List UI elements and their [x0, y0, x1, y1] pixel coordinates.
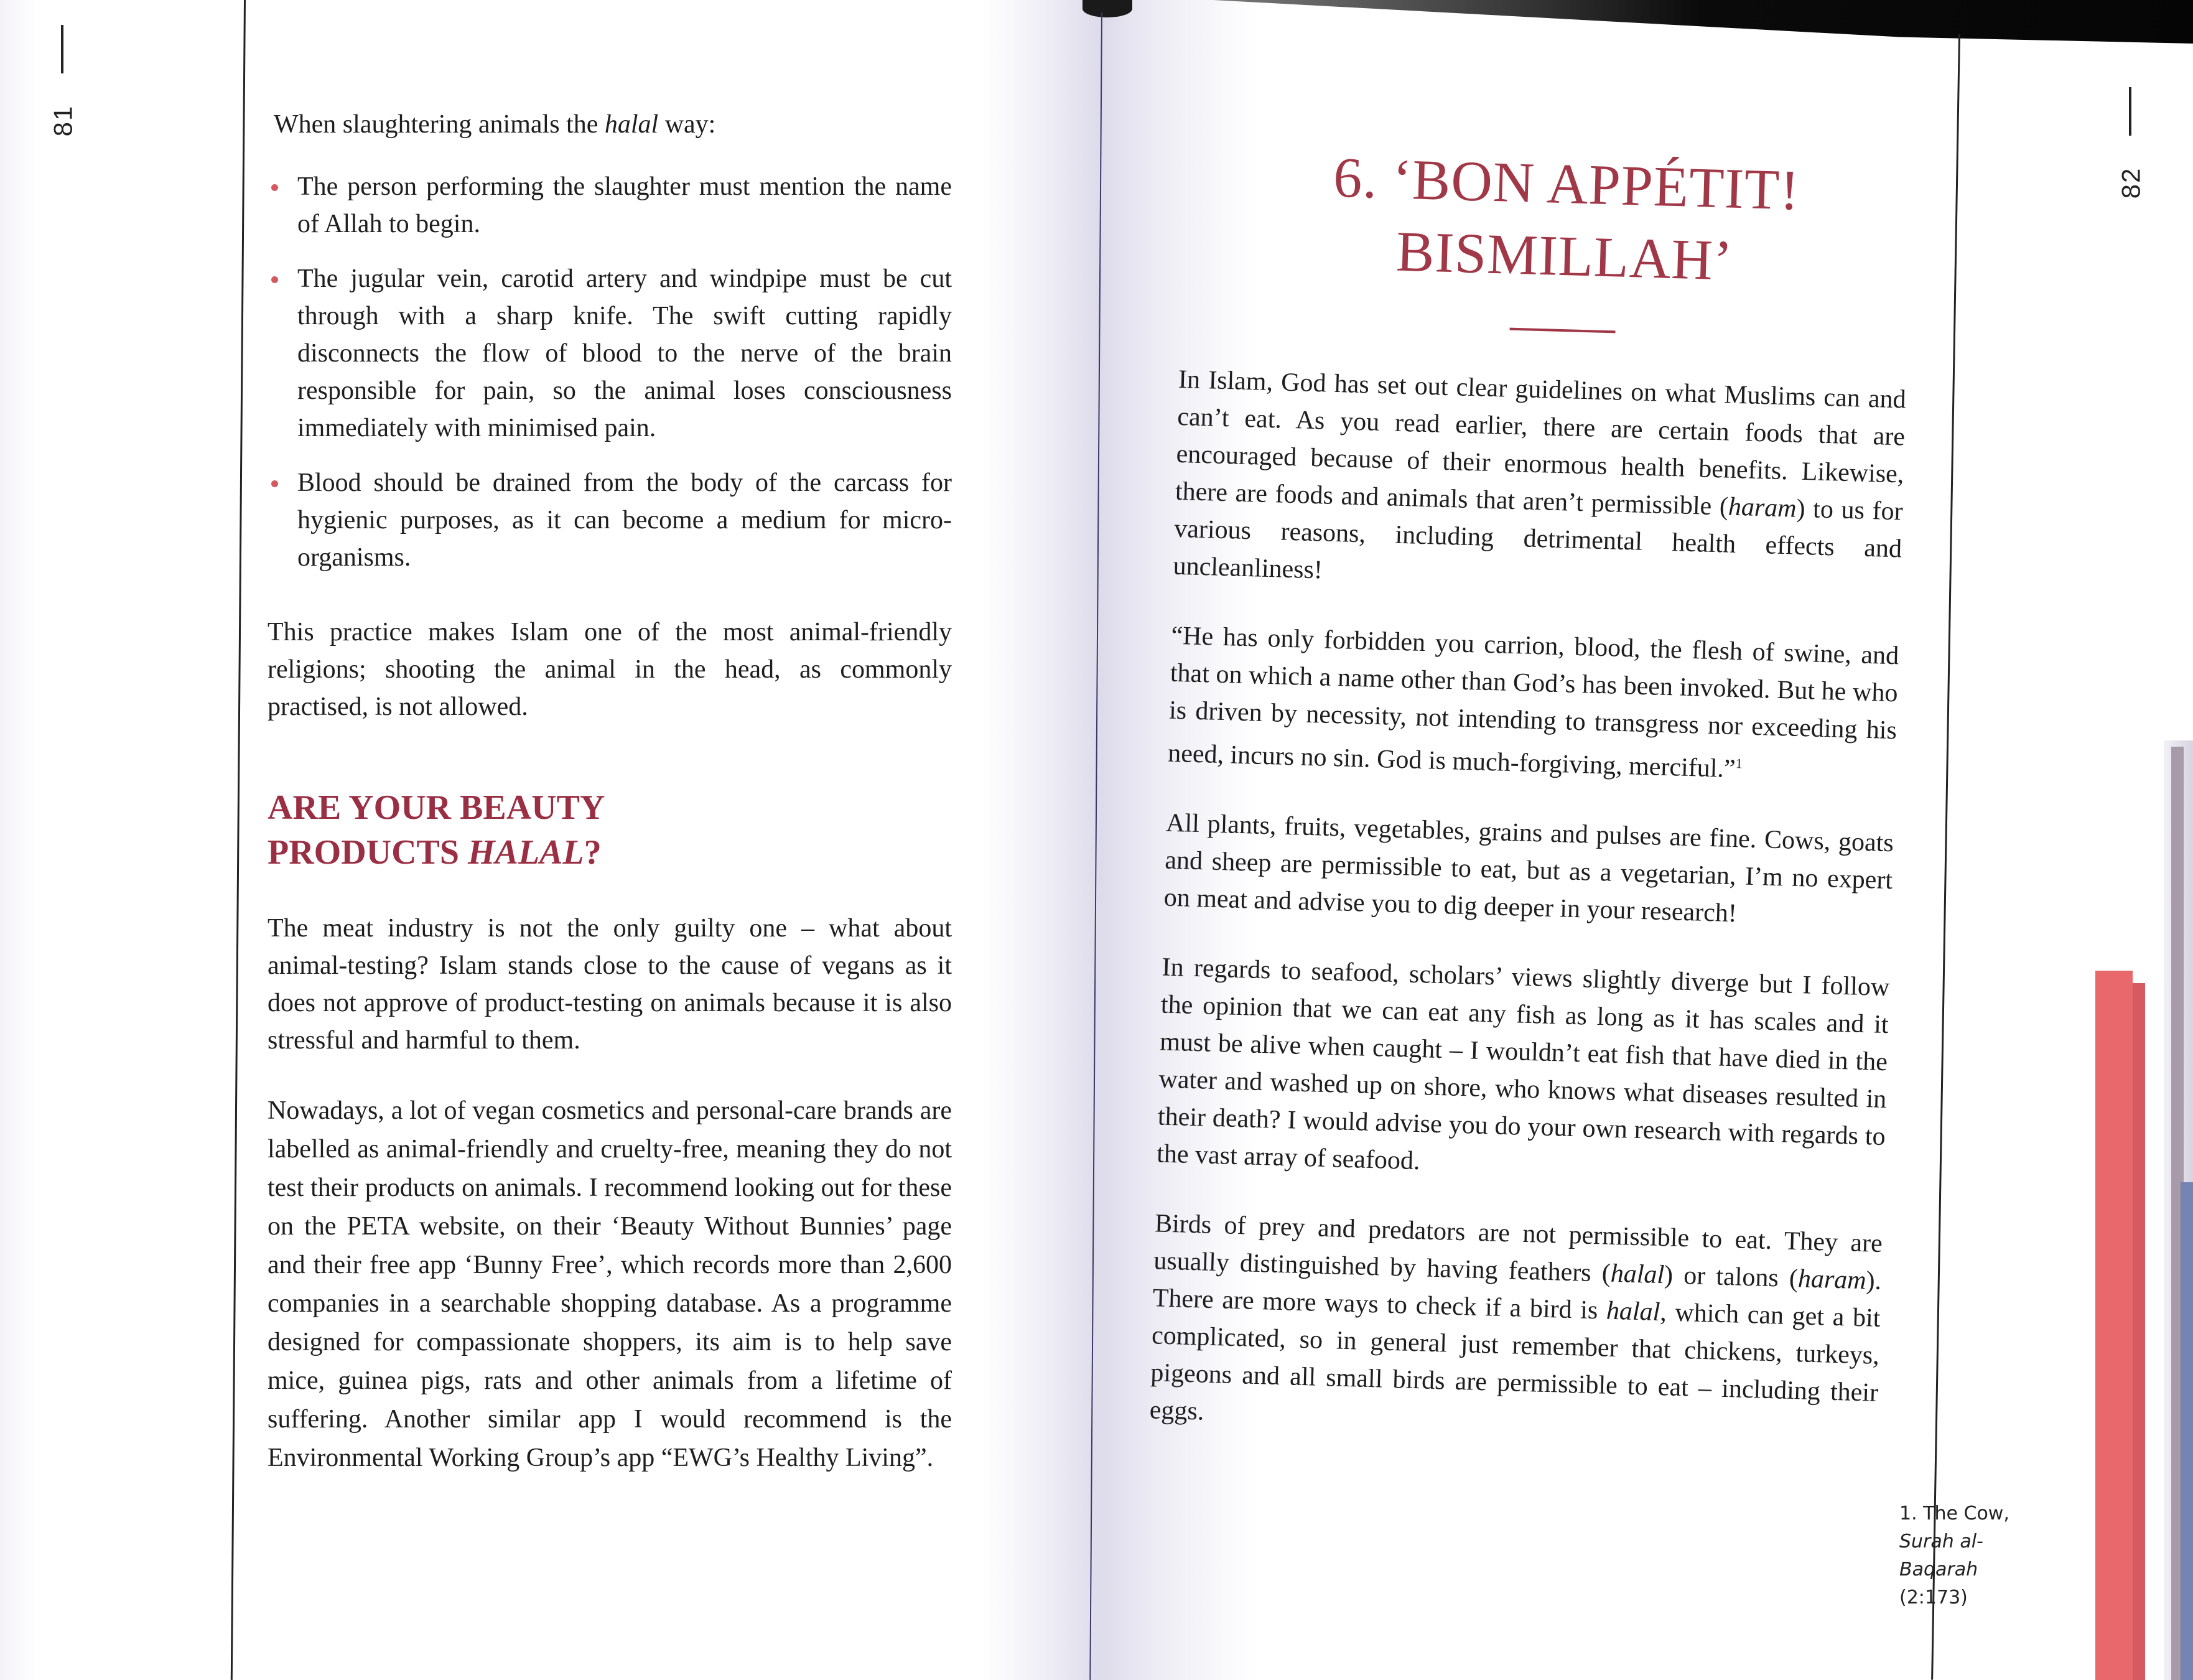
intro-paragraph: In Islam, God has set out clear guidelines on what Muslims can and can’t eat. As you read earlier, there are certain foods that are encouraged because of their enormous health benefits. Likewise, there are foods and animals that aren’t permissible (haram) to us for various reasons, including detrimental health effects and uncleanliness!: [1173, 365, 1907, 585]
left-page-content: [268, 106, 952, 1477]
chapter-title: 6. ‘BON APPÉTIT! BISMILLAH’: [1333, 145, 1801, 292]
meat-industry-paragraph: The meat industry is not the only guilty one – what about animal-testing? Islam stands close to the cause of vegans as it does not approve of product-testing on animals because it is also stressful and harmful to them.: [268, 914, 952, 1055]
seafood-paragraph: In regards to seafood, scholars’ views slightly diverge but I follow the opinion that we can eat any fish as long as it has scales and it must be alive when caught – I wouldn’t eat fish that have died in the water and washed up on shore, who knows what diseases resulted in their death? I would advise you do your own research with regards to the vast array of seafood.: [1156, 953, 1890, 1176]
folio-rule-left: [61, 25, 63, 73]
birds-paragraph: Birds of prey and predators are not permissible to eat. They are usually distinguished by having feathers (halal) or talons (haram). There are more ways to check if a bird is halal, which can get a bit complicated, so in general just remember that chickens, turkeys, pigeons and all small birds are permissible to eat – including their eggs.: [1149, 1209, 1883, 1426]
page-edge-red-tab-shadow: [2133, 983, 2145, 1680]
practice-paragraph: This practice makes Islam one of the most animal-friendly religions; shooting the animal in the head, as commonly practised, is not allowed.: [268, 618, 952, 721]
page-number-right: 82: [2116, 167, 2146, 199]
bullet-dot-icon: [271, 184, 278, 191]
folio-rule-right: [2129, 87, 2131, 136]
footnote: 1. The Cow, Surah al-Baqarah (2:173): [1899, 1503, 2009, 1608]
title-divider: [1510, 328, 1616, 334]
right-page-content: [1148, 137, 1913, 1482]
nowadays-paragraph: Nowadays, a lot of vegan cosmetics and personal-care brands are labelled as animal-friendly and cruelty-free, meaning they do not test their products on animals. I recommend looking out for these on the PETA website, on their ‘Beauty Without Bunnies’ page and their free app ‘Bunny Free’, which records more than 2,600 companies in a searchable shopping database. As a programme designed for compassionate shoppers, its aim is to help save mice, guinea pigs, rats and other animals from a lifetime of suffering. Another similar app I would recommend is the Environmental Working Group’s app “EWG’s Healthy Living”.: [268, 1096, 952, 1472]
page-edge-red-tab: [2095, 971, 2133, 1680]
list-item: Blood should be drained from the body of the carcass for hygienic purposes, as it can become a medium for micro-organisms.: [268, 464, 952, 576]
quran-quote: “He has only forbidden you carrion, blood, the flesh of swine, and that on which a name other than God’s has been invoked. But he who is driven by necessity, not intending to transgress nor exceeding his need, incurs no sin. God is much-forgiving, merciful.”$^1$: [1167, 621, 1899, 784]
slaughter-rules-list: [268, 168, 952, 576]
plants-paragraph: All plants, fruits, vegetables, grains and pulses are fine. Cows, goats and sheep are permissible to eat, but as a vegetarian, I’m no expert on meat and advise you to dig deeper in your research!: [1163, 808, 1894, 928]
bullet-dot-icon: [271, 480, 278, 487]
list-item: The jugular vein, carotid artery and windpipe must be cut through with a sharp knife. The swift cutting rapidly disconnects the flow of blood to the nerve of the brain responsible for pain, so the animal loses consciousness immediately with minimised pain.: [268, 260, 952, 447]
footnote-ref: 1: [1735, 755, 1743, 772]
slaughter-intro: When slaughtering animals the halal way:: [274, 110, 716, 139]
bullet-dot-icon: [271, 276, 278, 283]
page-number-left: 81: [48, 105, 78, 137]
section-heading: ARE YOUR BEAUTY PRODUCTS HALAL?: [268, 788, 605, 872]
spine-notch: [1083, 0, 1132, 17]
page-edge-blue-band: [2181, 1182, 2193, 1680]
list-item: The person performing the slaughter must mention the name of Allah to begin.: [268, 168, 952, 243]
